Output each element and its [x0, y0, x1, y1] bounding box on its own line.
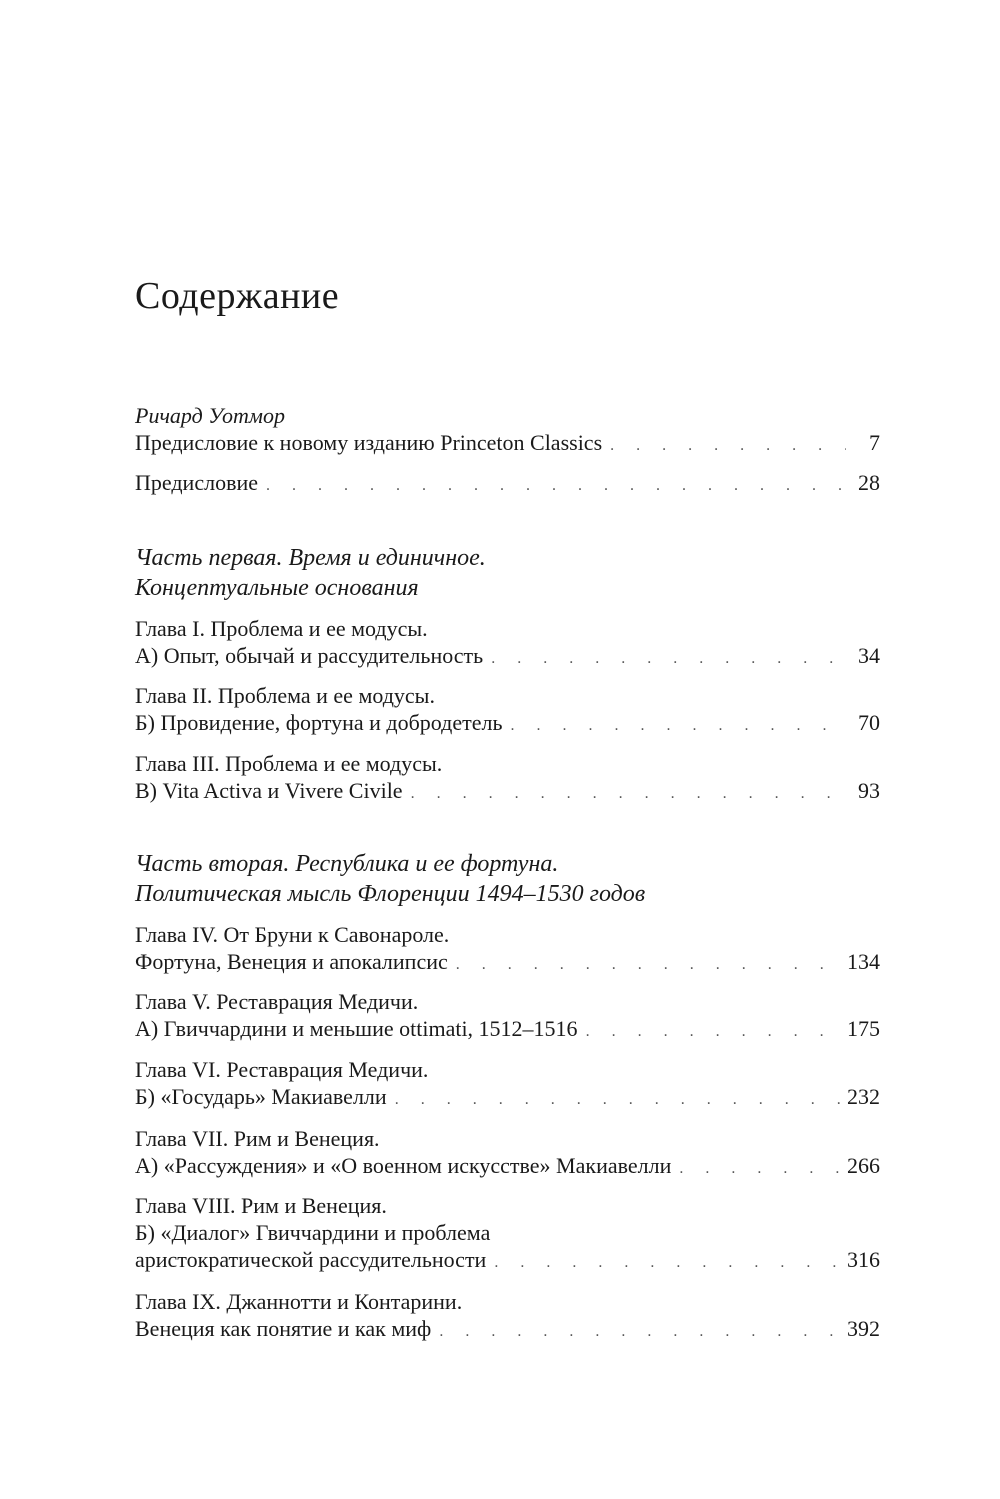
- toc-chapter-4[interactable]: [135, 921, 880, 978]
- toc-page: [135, 0, 880, 1499]
- dot-leader: [610, 432, 846, 459]
- chapter-subtitle: Б) «Государь» Макиавелли: [135, 1084, 387, 1109]
- toc-entry-preface[interactable]: [135, 469, 880, 499]
- chapter-title: Глава VI. Реставрация Медичи.: [135, 1057, 429, 1082]
- chapter-title: Глава III. Проблема и ее модусы.: [135, 751, 443, 776]
- toc-preface: [135, 469, 880, 499]
- page-title: Содержание: [135, 275, 340, 317]
- toc-chapter-2[interactable]: [135, 682, 880, 739]
- chapter-title: Глава IX. Джаннотти и Контарини.: [135, 1289, 463, 1314]
- toc-entry-page: 316: [847, 1247, 880, 1272]
- toc-entry-label: Предисловие к новому изданию Princeton Classics: [135, 430, 603, 455]
- toc-entry-page: 34: [858, 643, 880, 668]
- chapter-subtitle: В) Vita Activa и Vivere Civile: [135, 778, 403, 803]
- chapter-subtitle: А) Опыт, обычай и рассудительность: [135, 643, 484, 668]
- dot-leader: [411, 780, 846, 807]
- toc-entry-page: 175: [847, 1016, 880, 1041]
- toc-chapter-8[interactable]: [135, 1192, 880, 1276]
- toc-entry-page: 7: [869, 430, 880, 455]
- chapter-subtitle-cont: аристократической рассудительности: [135, 1247, 487, 1272]
- dot-leader: [586, 1018, 841, 1045]
- chapter-title: Глава VIII. Рим и Венеция.: [135, 1193, 387, 1218]
- dot-leader: [439, 1318, 841, 1345]
- dot-leader: [510, 712, 846, 739]
- toc-chapter-5[interactable]: [135, 988, 880, 1045]
- toc-chapter-1[interactable]: [135, 615, 880, 672]
- dot-leader: [491, 645, 846, 672]
- toc-entry-page: 392: [847, 1316, 880, 1341]
- toc-chapter-7[interactable]: [135, 1125, 880, 1182]
- part-title-line: Концептуальные основания: [135, 575, 419, 601]
- toc-entry-page: 93: [858, 778, 880, 803]
- part-title-line: Часть первая. Время и единичное.: [135, 545, 486, 571]
- chapter-subtitle: А) «Рассуждения» и «О военном искусстве» Макиавелли: [135, 1153, 672, 1178]
- toc-chapter-3[interactable]: [135, 750, 880, 807]
- toc-chapter-6[interactable]: [135, 1056, 880, 1113]
- chapter-title: Глава VII. Рим и Венеция.: [135, 1126, 380, 1151]
- chapter-subtitle: Венеция как понятие и как миф: [135, 1316, 432, 1341]
- toc-front: [135, 402, 880, 459]
- part-title-line: Часть вторая. Республика и ее фортуна.: [135, 851, 559, 877]
- chapter-title: Глава II. Проблема и ее модусы.: [135, 683, 435, 708]
- part-title-line: Политическая мысль Флоренции 1494–1530 годов: [135, 881, 646, 907]
- toc-entry-page: 28: [858, 470, 880, 495]
- toc-chapter-9[interactable]: [135, 1288, 880, 1345]
- chapter-subtitle: А) Гвиччардини и меньшие ottimati, 1512–1516: [135, 1016, 578, 1041]
- dot-leader: [456, 951, 841, 978]
- chapter-subtitle: Б) «Диалог» Гвиччардини и проблема: [135, 1220, 491, 1245]
- dot-leader: [395, 1086, 841, 1113]
- toc-entry-page: 134: [847, 949, 880, 974]
- toc-entry-page: 70: [858, 710, 880, 735]
- toc-entry-preface-new[interactable]: [135, 429, 880, 459]
- chapter-subtitle: Фортуна, Венеция и апокалипсис: [135, 949, 448, 974]
- dot-leader: [494, 1249, 841, 1276]
- toc-entry-page: 232: [847, 1084, 880, 1109]
- chapter-title: Глава I. Проблема и ее модусы.: [135, 616, 428, 641]
- chapter-title: Глава IV. От Бруни к Савонароле.: [135, 922, 450, 947]
- part-one-heading: [135, 543, 880, 603]
- toc-entry-page: 266: [847, 1153, 880, 1178]
- dot-leader: [266, 472, 846, 499]
- chapter-subtitle: Б) Провидение, фортуна и добродетель: [135, 710, 503, 735]
- chapter-title: Глава V. Реставрация Медичи.: [135, 989, 419, 1014]
- toc-entry-label: Предисловие: [135, 470, 258, 495]
- foreword-author: Ричард Уотмор: [135, 403, 285, 428]
- part-two-heading: [135, 849, 880, 909]
- dot-leader: [679, 1155, 841, 1182]
